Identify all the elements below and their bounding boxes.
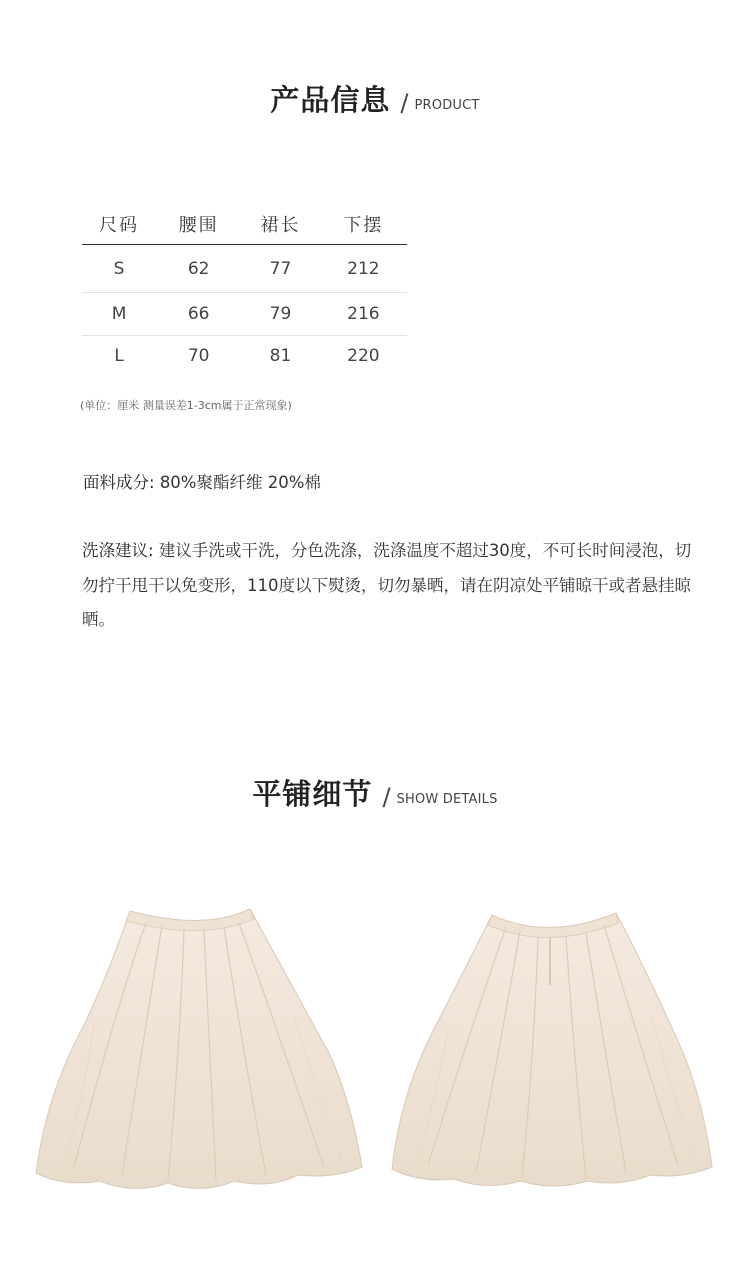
table-cell: 220 — [347, 346, 380, 366]
table-cell: L — [114, 346, 124, 366]
title-slash: / — [400, 89, 409, 117]
size-table — [82, 204, 407, 376]
details-section-title — [0, 777, 750, 811]
table-row — [82, 293, 407, 336]
table-cell: 81 — [269, 346, 292, 366]
product-title-zh: 产品信息 — [270, 83, 391, 117]
unit-note: (单位：厘米 测量误差1-3cm属于正常现象) — [80, 399, 292, 412]
care-text: 建议手洗或干洗，分色洗涤，洗涤温度不超过30度，不可长时间浸泡，切勿拧干甩干以免变形，110度以下熨烫，切勿暴晒，请在阴凉处平铺晾干或者悬挂晾晒。 — [82, 541, 692, 629]
table-cell: 70 — [187, 346, 210, 366]
header-waist: 腰围 — [156, 204, 241, 245]
fabric-value: 80%聚酯纤维 20%棉 — [159, 473, 321, 492]
table-cell: M — [82, 293, 156, 336]
header-length: 裙长 — [241, 204, 320, 245]
skirt-back-image — [390, 905, 715, 1200]
product-title-en: PRODUCT — [414, 98, 480, 113]
table-cell: 66 — [156, 293, 241, 336]
details-title-en: SHOW DETAILS — [396, 792, 498, 807]
size-table-header-row — [82, 204, 407, 245]
table-cell: 216 — [320, 293, 407, 336]
fabric-label: 面料成分: — [83, 473, 155, 492]
table-cell: S — [82, 245, 156, 293]
table-cell: 79 — [241, 293, 320, 336]
table-cell: 212 — [320, 245, 407, 293]
fabric-composition — [83, 469, 321, 493]
table-row — [82, 336, 407, 377]
table-cell: 77 — [241, 245, 320, 293]
care-instructions — [82, 534, 692, 638]
title-slash: / — [382, 783, 391, 811]
header-hem: 下摆 — [320, 204, 407, 245]
header-size: 尺码 — [82, 204, 156, 245]
care-label: 洗涤建议: — [82, 541, 154, 560]
table-cell: 62 — [156, 245, 241, 293]
product-section-title — [0, 83, 750, 117]
skirt-front-image — [34, 905, 364, 1200]
details-title-zh: 平铺细节 — [252, 777, 373, 811]
table-row — [82, 245, 407, 293]
